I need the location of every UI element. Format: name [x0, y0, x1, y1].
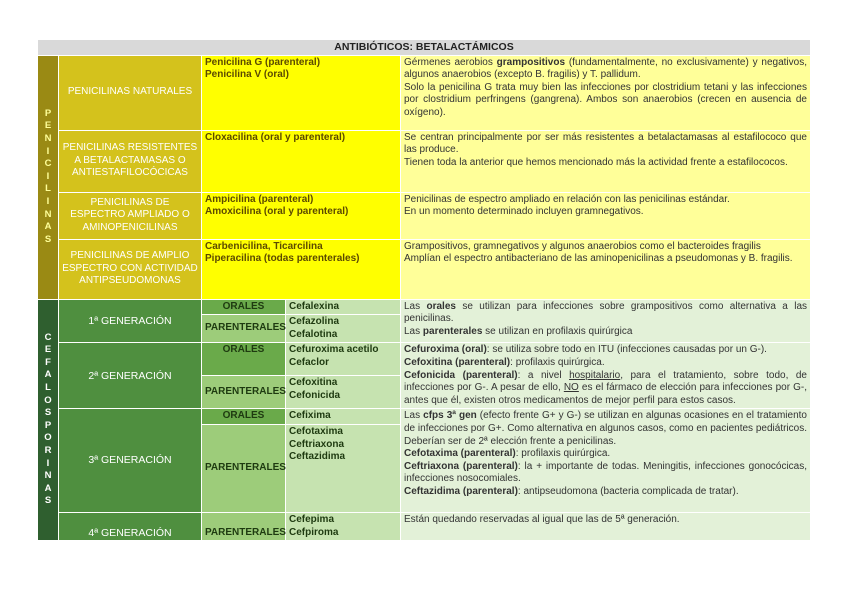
gen4-paren-drugs: Cefepima Cefpiroma	[286, 512, 401, 540]
gen2-oral-label: ORALES	[202, 343, 286, 376]
penicilinas-resistentes-name: PENICILINAS RESISTENTES A BETALACTAMASAS O ANTIESTAFILOCÓCICAS	[59, 130, 202, 192]
penicilinas-naturales-drugs: Penicilina G (parenteral) Penicilina V (oral)	[202, 55, 401, 130]
penicilinas-side-label: P E N I C I L I N A S	[38, 55, 59, 299]
gen3-desc: Las cfps 3ª gen (efecto frente G+ y G-) se utilizan en algunas ocasiones en el tratamiento de infecciones por G+. Como alternativa en algunos casos, como en pacientes pediátricos. Deberían ser de 2ª elección frente a penicilinas. Cefotaxima (parenteral): profilaxis quirúrgica. Ceftriaxona (parenteral): la + importante de todas. Meningitis, infecciones gonocócicas, infecciones nosocomiales. Ceftazidima (parenteral): antipseudomona (bacteria complicada de tratar).	[401, 409, 811, 513]
gen3-paren-label: PARENTERALES	[202, 424, 286, 512]
gen1-paren-label: PARENTERALES	[202, 315, 286, 343]
gen1-name: 1ª GENERACIÓN	[59, 299, 202, 343]
gen2-desc: Cefuroxima (oral): se utiliza sobre todo en ITU (infecciones causadas por un G-). Cefoxitina (parenteral): profilaxis quirúrgica. Cefonicida (parenteral): a nivel hospitalario, para el tratamiento, sobre todo, de infecciones por G-. A pesar de ello, NO es el fármaco de elección para infecciones por G-, antes que él, existen otros medicamentos de mejor perfil para estos casos.	[401, 343, 811, 409]
gen3-name: 3ª GENERACIÓN	[59, 409, 202, 513]
penicilinas-antipseudomonas-drugs: Carbenicilina, Ticarcilina Piperacilina (todas parenterales)	[202, 239, 401, 299]
gen3-oral-label: ORALES	[202, 409, 286, 425]
gen2-paren-drugs: Cefoxitina Cefonicida	[286, 376, 401, 409]
gen4-desc: Están quedando reservadas al igual que las de 5ª generación.	[401, 512, 811, 540]
table-title: ANTIBIÓTICOS: BETALACTÁMICOS	[38, 40, 811, 56]
penicilinas-resistentes-desc: Se centran principalmente por ser más resistentes a betalactamasas al estafilococo que las produce. Tienen toda la anterior que hemos mencionado más la actividad frente a estafilococos.	[401, 130, 811, 192]
gen1-paren-drugs: Cefazolina Cefalotina	[286, 315, 401, 343]
penicilinas-naturales-name: PENICILINAS NATURALES	[59, 55, 202, 130]
gen1-oral-label: ORALES	[202, 299, 286, 315]
penicilinas-ampliado-desc: Penicilinas de espectro ampliado en relación con las penicilinas estándar. En un momento determinado incluyen gramnegativos.	[401, 192, 811, 239]
penicilinas-ampliado-name: PENICILINAS DE ESPECTRO AMPLIADO O AMINOPENICILINAS	[59, 192, 202, 239]
penicilinas-antipseudomonas-name: PENICILINAS DE AMPLIO ESPECTRO CON ACTIVIDAD ANTIPSEUDOMONAS	[59, 239, 202, 299]
gen1-oral-drugs: Cefalexina	[286, 299, 401, 315]
gen2-paren-label: PARENTERALES	[202, 376, 286, 409]
gen2-name: 2ª GENERACIÓN	[59, 343, 202, 409]
penicilinas-resistentes-drugs: Cloxacilina (oral y parenteral)	[202, 130, 401, 192]
cefalosporinas-side-label: C E F A L O S P O R I N A S	[38, 299, 59, 541]
gen4-name: 4ª GENERACIÓN	[59, 512, 202, 540]
penicilinas-naturales-desc: Gérmenes aerobios grampositivos (fundamentalmente, no exclusivamente) y negativos, algunos anaerobios (excepto B. fragilis) y T. pallidum. Solo la penicilina G trata muy bien las infecciones por clostridium tetani y las infecciones por clostridium perfringens (gangrena). Ambos son anaerobios (crecen en ausencia de oxígeno).	[401, 55, 811, 130]
penicilinas-antipseudomonas-desc: Grampositivos, gramnegativos y algunos anaerobios como el bacteroides fragilis Amplían el espectro antibacteriano de las aminopenicilinas a pseudomonas y B. fragilis.	[401, 239, 811, 299]
gen3-paren-drugs: Cefotaxima Ceftriaxona Ceftazidima	[286, 424, 401, 512]
penicilinas-ampliado-drugs: Ampicilina (parenteral) Amoxicilina (oral y parenteral)	[202, 192, 401, 239]
gen1-desc: Las orales se utilizan para infecciones sobre grampositivos como alternativa a las penicilinas. Las parenterales se utilizan en profilaxis quirúrgica	[401, 299, 811, 343]
gen3-oral-drugs: Cefixima	[286, 409, 401, 425]
gen4-paren-label: PARENTERALES	[202, 512, 286, 540]
betalactamicos-table	[37, 39, 811, 541]
gen2-oral-drugs: Cefuroxima acetilo Cefaclor	[286, 343, 401, 376]
